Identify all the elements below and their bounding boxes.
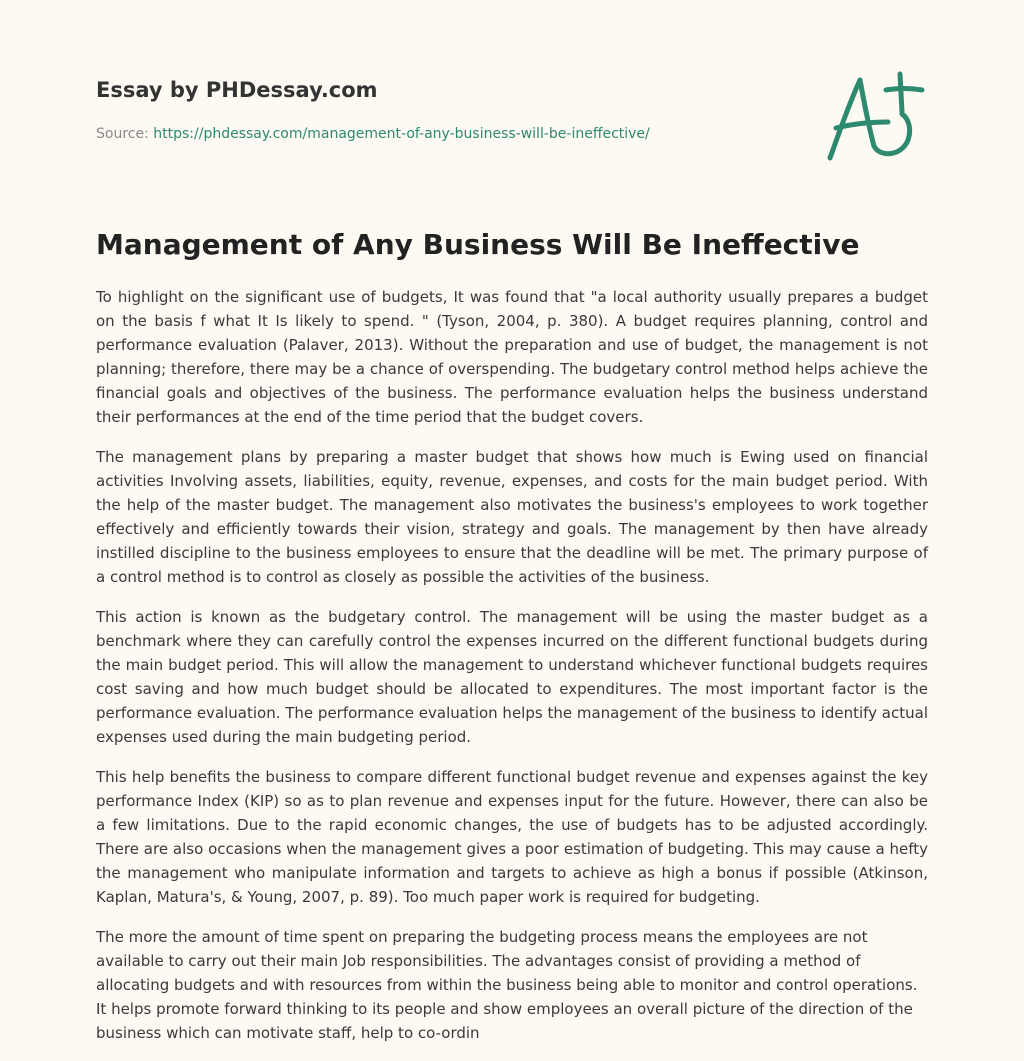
article-body [96,285,928,1061]
source-line [96,124,796,144]
brand-title: Essay by PHDessay.com [96,78,378,102]
paragraph: This action is known as the budgetary control. The management will be using the master budget as a benchmark where they can carefully control the expenses incurred on the different functional budgets during the main budget period. This will allow the management to understand whichever functional budgets requires cost saving and how much budget should be allocated to expenditures. The most important factor is the performance evaluation. The performance evaluation helps the management of the business to identify actual expenses used during the main budgeting period. [96,608,928,746]
paragraph: This help benefits the business to compare different functional budget revenue and expenses against the key performance Index (KIP) so as to plan revenue and expenses input for the future. However, there can also be a few limitations. Due to the rapid economic changes, the use of budgets has to be adjusted accordingly. There are also occasions when the management gives a poor estimation of budgeting. This may cause a hefty the management who manipulate information and targets to achieve as high a bonus if possible (Atkinson, Kaplan, Matura's, & Young, 2007, p. 89). Too much paper work is required for budgeting. [96,768,928,906]
paragraph: To highlight on the significant use of budgets, It was found that "a local authority usually prepares a budget on the basis f what It Is likely to spend. " (Tyson, 2004, p. 380). A budget requires planning, control and performance evaluation (Palaver, 2013). Without the preparation and use of budget, the management is not planning; therefore, there may be a chance of overspending. The budgetary control method helps achieve the financial goals and objectives of the business. The performance evaluation helps the business understand their performances at the end of the time period that the budget covers. [96,288,928,426]
page-header [96,76,796,144]
source-link[interactable]: https://phdessay.com/management-of-any-business-will-be-ineffective/ [153,126,650,142]
paragraph: The management plans by preparing a master budget that shows how much is Ewing used on financial activities Involving assets, liabilities, equity, revenue, expenses, and costs for the main budget period. With the help of the master budget. The management also motivates the business's employees to work together effectively and efficiently towards their vision, strategy and goals. The management by then have already instilled discipline to the business employees to ensure that the deadline will be met. The primary purpose of a control method is to control as closely as possible the activities of the business. [96,448,928,586]
article-title: Management of Any Business Will Be Ineffective [96,228,860,261]
a-plus-icon [822,66,932,166]
paragraph: The more the amount of time spent on preparing the budgeting process means the employees are not available to carry out their main Job responsibilities. The advantages consist of providing a method of allocating budgets and with resources from within the business being able to monitor and control operations. It helps promote forward thinking to its people and show employees an overall picture of the direction of the business which can motivate staff, help to co-ordin [96,928,918,1042]
a-plus-grade-logo [822,66,932,166]
source-label: Source: [96,126,149,142]
